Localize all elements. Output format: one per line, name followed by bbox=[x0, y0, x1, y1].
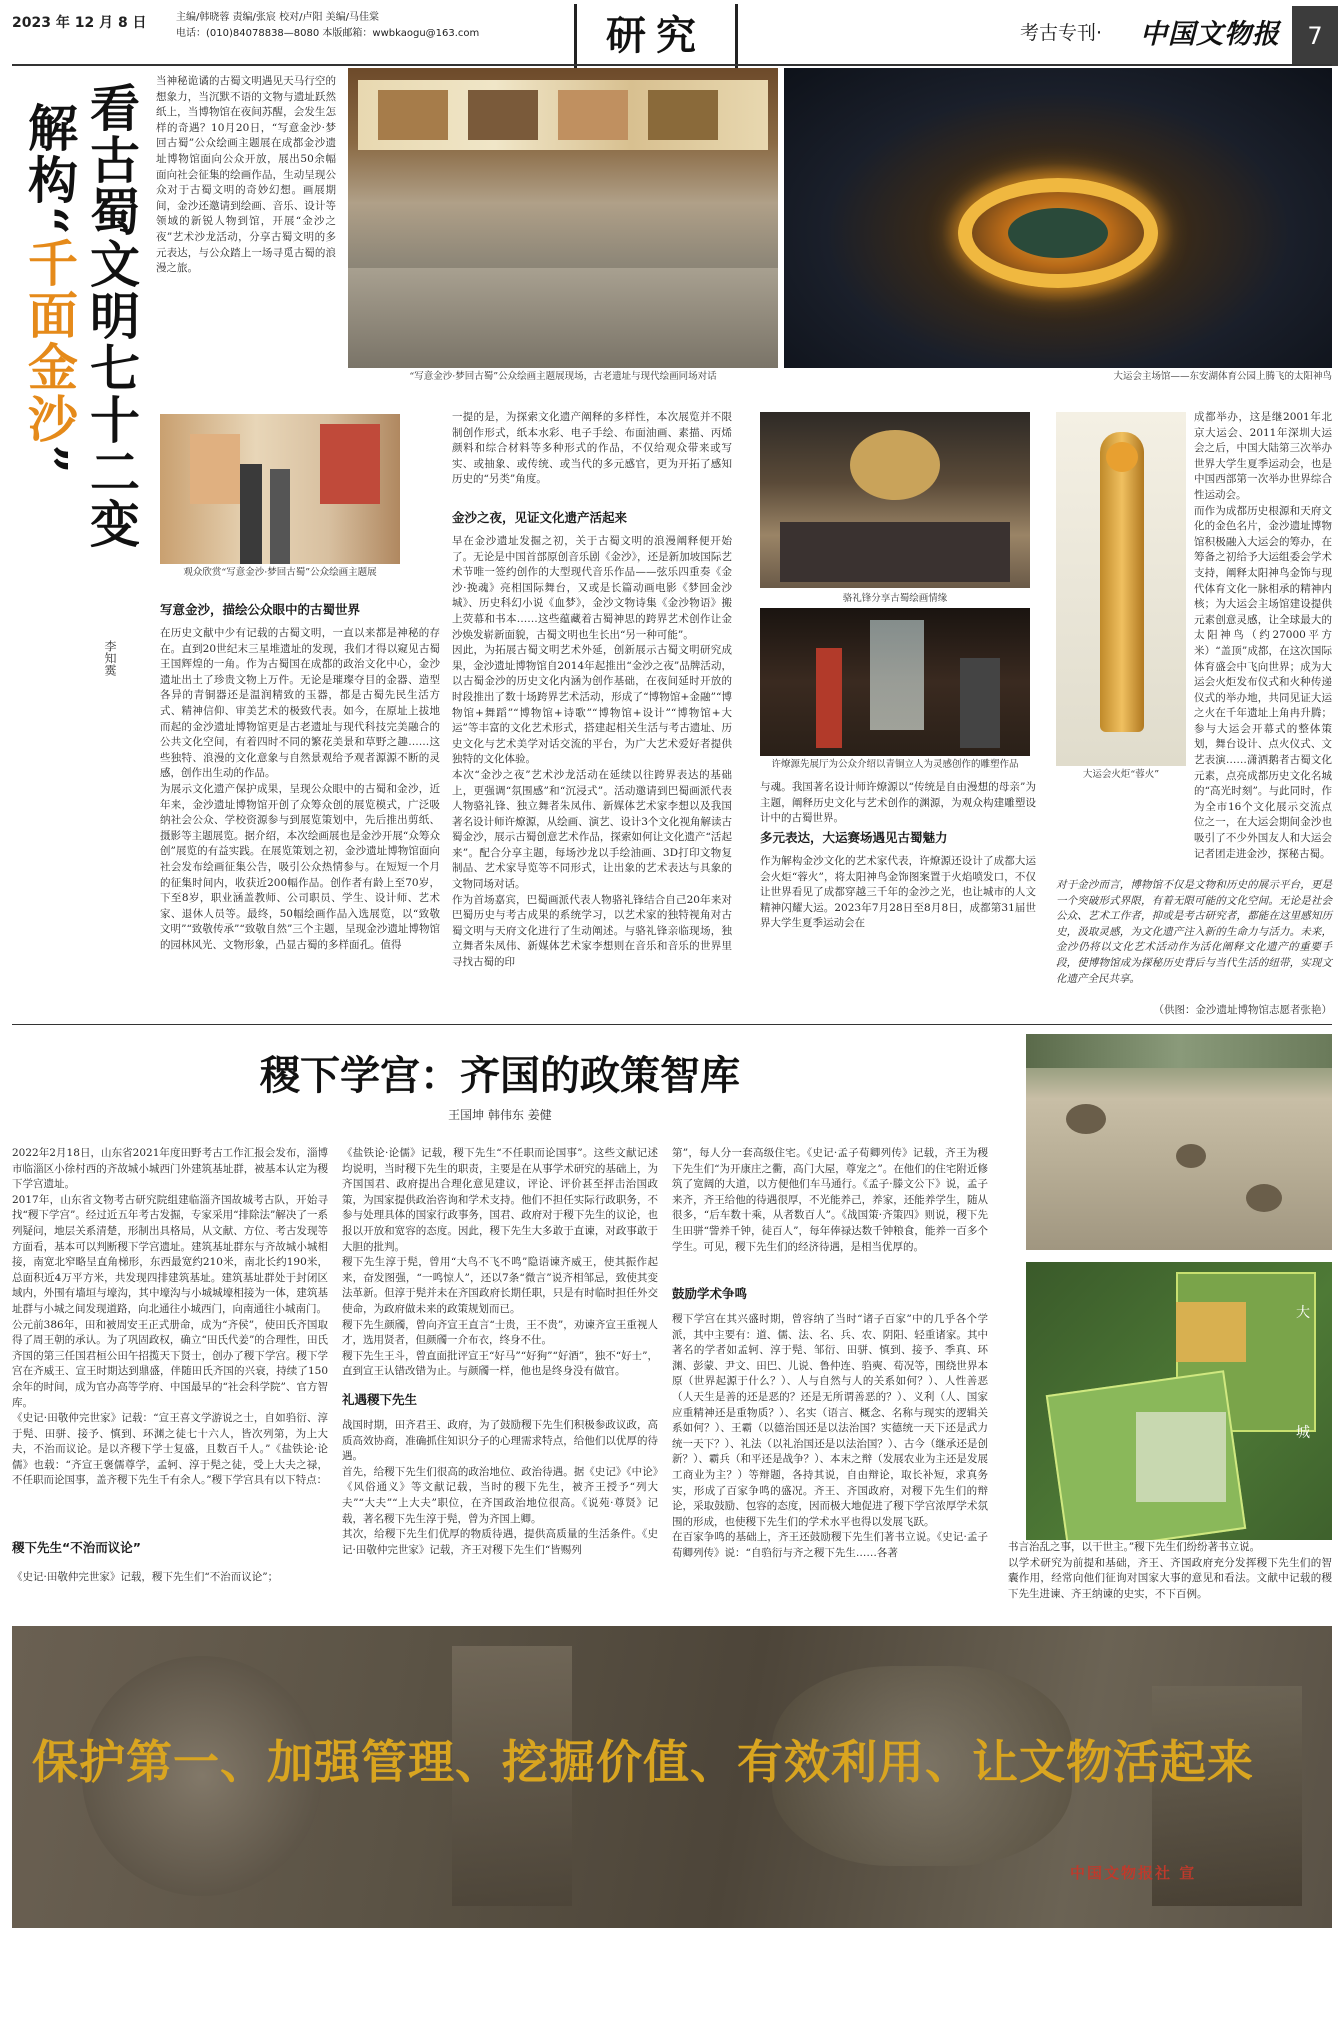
article1-subhead-3: 多元表达，大运赛场遇见古蜀魅力 bbox=[760, 830, 948, 845]
article1-body-5: 作为解构金沙文化的艺术家代表，许燎源还设计了成都大运会火炬“蓉火”，将太阳神鸟金饰图案置于火焰喷发口，不仅让世界看见了成都穿越三千年的金沙之光，也让城市的人文精神闪耀大运。2023年7月28日至8月8日，成都第31届世界大学生夏季运动会在 bbox=[760, 855, 1036, 930]
photo4-caption: 骆礼锋分享古蜀绘画情缘 bbox=[842, 593, 948, 604]
article1-photo-credit: （供图：金沙遗址博物馆志愿者张艳） bbox=[1153, 1004, 1332, 1016]
page-number: 7 bbox=[1292, 6, 1338, 66]
photo6-caption: 大运会火炬“蓉火” bbox=[1082, 769, 1160, 780]
torch-photo bbox=[1056, 412, 1186, 766]
article1-body-3: 早在金沙遗址发掘之初，关于古蜀文明的浪漫阐释便开始了。无论是中国首部原创音乐剧《金沙》，还是新加坡国际艺术节唯一签约创作的大型现代音乐作品——弦乐四重奏《金沙·挽魂》亮相国际舞台，又或是长篇动画电影《梦回金沙城》、历史科幻小说《血梦》，金沙文物诗集《金沙物语》搬上荧幕和书本……这些蕴藏着古蜀神思的跨界艺术创作让金沙焕发崭新面貌，古蜀文明也生长出“另一种可能”。 因此，为拓展古蜀文明艺术外延，创新展示古蜀文明研究成果，金沙遗址博物馆自2014年起推出“金沙之夜”品牌活动，以古蜀金沙的历史文化内涵为创作基础，在夜间延时开放的时段推出了数十场跨界艺术活动，形成了“博物馆+金融”“博物馆+舞蹈”“博物馆+诗歌”“博物馆+设计”“博物馆+大运”等丰富的文化艺术形式，搭建起相关生活与考古遗址、历史文化与艺术美学对话交流的平台，为广大艺术爱好者提供独特的文化体验。 本次“金沙之夜”艺术沙龙活动在延续以往跨界表达的基础上，更强调“氛围感”和“沉浸式”。活动邀请到巴蜀画派代表人物骆礼锋、独立舞者朱凤伟、新媒体艺术家李想以及我国著名设计师许燎源，从绘画、演艺、设计3个文化视角解读古蜀金沙，展示古蜀创意艺术作品，探索如何让文化遗产“活起来”。配合分享主题，每场沙龙以手绘油画、3D打印文物复制品、艺术家导览等不同形式，让出象的艺术表达与具象的文物同场对话。 作为首场嘉宾，巴蜀画派代表人物骆礼锋结合自己20年来对巴蜀历史与考古成果的系统学习，以艺术家的独特视角对古蜀文明与天府文化进行了生动阐述。与骆礼锋亲临现场，独立舞者朱凤伟、新媒体艺术家李想则在音乐和音乐的世界里寻找古蜀的印 bbox=[452, 535, 732, 969]
article1-headline-secondary bbox=[20, 102, 79, 522]
article1-subhead-1: 写意金沙，描绘公众眼中的古蜀世界 bbox=[160, 602, 361, 617]
credits-line-2: 电话：(010)84078838—8080 本版邮箱：wwbkaogu@163.com bbox=[176, 28, 480, 39]
stadium-night-photo bbox=[784, 68, 1332, 368]
article1-subhead-2: 金沙之夜，见证文化遗产活起来 bbox=[452, 510, 628, 525]
excavation-site-photo bbox=[1026, 1034, 1332, 1250]
photo1-caption: “写意金沙·梦回古蜀”公众绘画主题展现场，古老遗址与现代绘画同场对话 bbox=[409, 371, 717, 382]
article2-col2b: 战国时期，田齐君王、政府，为了鼓励稷下先生们积极参政议政，高质高效协商，准确抓住知识分子的心理需求特点，给他们以优厚的待遇。 首先，给稷下先生们很高的政治地位、政治待遇。据《史记》《中论》《风俗通义》等文献记载，当时的稷下先生，被齐王授予“列大夫”“大夫”“上大夫”职位，在齐国政治地位很高。《说苑·尊贤》记载，著名稷下先生淳于髡，曾为齐国上卿。 其次，给稷下先生们优厚的物质待遇，提供高质量的生活条件。《史记·田敬仲完世家》记载，齐王对稷下先生们“皆赐列 bbox=[342, 1419, 658, 1556]
article2-title: 稷下学宫：齐国的政策智库 bbox=[260, 1052, 740, 1099]
article1-body-6-top: 成都举办，这是继2001年北京大运会、2011年深圳大运会之后，中国大陆第三次举办世界大学生夏季运动会，也是中国西部第一次举办世界综合性运动会。 而作为成都历史根源和天府文化的金色名片，金沙遗址博物馆积极融入大运会的筹办，在筹备之初给予大运组委会学术支持，阐释太阳神鸟金饰与现代体育文化一脉相承的精神内核；为大运会主场馆建设提供元素创意灵感，让全球最大的太阳神鸟（约27000平方米）“盖顶”成都，在这次国际体育盛会中飞向世界；成为大运会火炬发布仪式和火种传递仪式的举办地，共同见证大运之火在千年遗址上角冉升腾；参与大运会开幕式的整体策划，舞台设计、点火仪式、文艺表演……潇洒鹅者古蜀文化元素，点亮成都历史文化名城的“高光时刻”。与此同时，作为全市16个文化展示交流点位之一，在大运会期间金沙也吸引了不少外国友人和大运会记者团走进金沙，探秘古蜀。 bbox=[1194, 411, 1332, 860]
article2-col3: 第”，每人分一套高级住宅。《史记·孟子荀卿列传》记载，齐王为稷下先生们“为开康庄之衢，高门大屋，尊宠之”。在他们的住宅附近修筑了宽阔的大道，以方便他们车马通行。《孟子·滕文公下》说，孟子来齐，齐王给他的待遇很厚，不光能养己，养家，还能养学生，随从很多，“后车数十乘，从者数百人”。《战国策·齐策四》则说，稷下先生田骈“訾养千钟，徒百人”，每年俸禄达数千钟粮食，能养一百多个学生。可见，稷下先生们的经济待遇，是相当优厚的。 bbox=[672, 1147, 988, 1253]
editorial-credits bbox=[176, 10, 479, 42]
headline-post: ” bbox=[20, 444, 79, 476]
article1-body-1: 在历史文献中少有记载的古蜀文明，一直以来都是神秘的存在。直到20世纪末三星堆遗址的发现，我们才得以窥见古蜀王国辉煌的一角。作为古蜀国在成都的政治文化中心，金沙遗址出土了珍贵文物上万件。无论是璀璨夺目的金器、造型各异的青铜器还是温润精致的玉器，都是古蜀先民生活方式、精神信仰、审美艺术的极致代表。如今，在原址上拔地而起的金沙遗址博物馆更是古老遗址与现代科技完美融合的公共文化空间，有着四时不同的繁花美景和草野之趣……这些独特、浪漫的文化意象与自然景观给予观者源源不断的灵感，创作出生动的作品。 为展示文化遗产保护成果，呈现公众眼中的古蜀和金沙，近年来，金沙遗址博物馆开创了众筹众创的展览模式，广泛吸纳社会公众、学校资源参与到展览策划中，先后推出剪纸、摄影等主题展览。据介绍，本次绘画展也是金沙开展“众筹众创”展览的有益实践。在展览策划之初，金沙遗址博物馆面向社会发布绘画征集公告，吸引公众热情参与。在短短一个月的征集时间内，收获近200幅作品。创作者有龄上至70岁，下至8岁，职业涵盖教师、公司职员、学生、设计师、艺术家、退休人员等。最终，50幅绘画作品入选展览，以“致敬文明”“致敬传承”“致敬自然”三个主题，呈现金沙遗址博物馆的园林风光、文物形象，凸显古蜀的多样面孔。值得 bbox=[160, 627, 440, 951]
designer-sculpture-photo bbox=[760, 608, 1030, 756]
article2-authors: 王国坤 韩伟东 姜健 bbox=[448, 1108, 552, 1122]
article2-subhead-3: 鼓励学术争鸣 bbox=[672, 1286, 748, 1301]
article2-subhead-2: 礼遇稷下先生 bbox=[342, 1392, 418, 1407]
visitors-photo bbox=[160, 414, 400, 564]
map-label-da: 大 bbox=[1296, 1305, 1310, 1321]
headline-highlight: 千面金沙 bbox=[20, 236, 79, 445]
article1-body-2: 一提的是，为探索文化遗产阐释的多样性，本次展览并不限制创作形式，纸本水彩、电子手绘、布面油画、素描、丙烯颜料和综合材料等多种形式的作品，不仅给观众带来或写实、或抽象、或传统、或当代的多元感官，更为开拓了感知历史的“另类”角度。 bbox=[452, 411, 732, 486]
article1-intro: 当神秘诡谲的古蜀文明遇见天马行空的想象力，当沉默不语的文物与遗址跃然纸上，当博物馆在夜间苏醒，会发生怎样的奇遇？10月20日，“写意金沙·梦回古蜀”公众绘画主题展在成都金沙遗址博物馆面向公众开放，展出50余幅面向社会征集的绘画作品，生动呈现公众对于古蜀文明的奇妙幻想。画展期间，金沙还邀请到绘画、音乐、设计等领域的新锐人物到馆，开展“金沙之夜”艺术沙龙活动，分享古蜀文明的多元表达，与公众踏上一场寻觅古蜀的浪漫之旅。 bbox=[156, 75, 336, 275]
headline-pre: 解构“ bbox=[20, 102, 79, 237]
newspaper-brand: 中国文物报 bbox=[1140, 19, 1280, 50]
photo5-caption: 许燎源先展厅为公众介绍以青铜立人为灵感创作的雕塑作品 bbox=[771, 759, 1019, 770]
issue-date: 2023 年 12 月 8 日 bbox=[12, 15, 147, 31]
exhibition-hall-photo bbox=[348, 68, 778, 368]
special-edition-label: 考古专刊· bbox=[1020, 22, 1103, 44]
publisher-notice: 中国文物报社 宣 bbox=[1070, 1864, 1197, 1882]
protection-slogan: 保护第一、加强管理、挖掘价值、有效利用、让文物活起来 bbox=[32, 1735, 1254, 1789]
photo2-caption: 大运会主场馆——东安湖体育公园上腾飞的太阳神鸟 bbox=[1113, 371, 1332, 382]
credits-line-1: 主编/韩晓蓉 责编/张宸 校对/卢阳 美编/马佳棠 bbox=[176, 12, 380, 23]
article1-headline bbox=[82, 82, 141, 622]
article1-body-4: 与魂。我国著名设计师许燎源以“传统是自由漫想的母亲”为主题，阐释历史文化与艺术创作的渊源，为观众构建雕塑设计中的古蜀世界。 bbox=[760, 781, 1036, 825]
article2-col1-tail: 《史记·田敬仲完世家》记载，稷下先生们“不治而议论”； bbox=[12, 1571, 279, 1583]
article-divider bbox=[12, 1024, 1332, 1025]
masthead-rule bbox=[12, 64, 1332, 66]
article2-col3b: 稷下学宫在其兴盛时期，曾容纳了当时“诸子百家”中的几乎各个学派，其中主要有：道、儒、法、名、兵、农、阴阳、轻重诸家。其中著名的学者如孟轲、淳于髡、邹衍、田骈、慎到、接予、季真、环渊、彭蒙、尹文、田巴、儿说、鲁仲连、驺奭、荀况等，围绕世界本原（世界起源于什么？）、人与自然与人的关系如何？）、人性善恶（人天生是善的还是恶的？还是无所谓善恶的？）、义利（人、国家应重精神还是重物质？）、名实（语言、概念、名称与现实的逻辑关系如何？）、王霸（以德治国还是以法治国？实德统一天下还是武力统一天下？）、礼法（以礼治国还是以法治国？）、古今（继承还是创新？）、霸兵（和平还是战争？）、本末之辩（发展农业为主还是发展工商业为主？）等辩题，各持其说，自由辩论，取长补短，求真务实，形成了百家争鸣的盛况。齐王、齐国政府，对稷下先生们的辩论，采取鼓励、包容的态度，因而极大地促进了稷下学宫浓厚学术氛围的形成，也使稷下先生们的学术水平也得以发展飞跃。 在百家争鸣的基础上，齐王还鼓励稷下先生们著书立说。《史记·孟子荀卿列传》说：“自驺衍与齐之稷下先生……各著 bbox=[672, 1313, 988, 1559]
article1-author: 李知霙 bbox=[103, 640, 117, 676]
headline-main-part1: 看古蜀文明七十二变 bbox=[82, 82, 141, 550]
article2-subhead-1: 稷下先生“不治而议论” bbox=[12, 1540, 141, 1555]
article2-col1: 2022年2月18日，山东省2021年度田野考古工作汇报会发布，淄博市临淄区小徐村西的齐故城小城西门外建筑基址群，被基本认定为稷下学宫遗址。 2017年，山东省文物考古研究院组建临淄齐国故城考古队，开始寻找“稷下学宫”。经过近五年考古发掘，专家采用“排除法”解决了一系列疑问，地层关系清楚，形制出具格局，从文献、方位、考古发现等方面看，基本可以判断稷下学宫遗址。建筑基址群东与齐故城小城相接，南宽北窄略呈直角梯形，东西最宽约210米，南北长约190米，总面积近4万平方米，共发现四排建筑基址。建筑基址群处于封闭区域内，外围有墙垣与壕沟，其中壕沟与小城城壕相接为一体，建筑基址群与小城之间发现道路，向北通往小城西门，向南通往小城南门。 公元前386年，田和被周安王正式册命，成为“齐侯”，使田氏齐国取得了周王朝的承认。为了巩固政权，确立“田氏代姜”的合理性，田氏齐国的第三任国君桓公田午招揽天下贤士，创办了稷下学宫。稷下学宫在齐威王、宣王时期达到鼎盛，伴随田氏齐国的兴衰，持续了150余年的时间，成为官办高等学府、中国最早的“社会科学院”、官方智库。 《史记·田敬仲完世家》记载：“宣王喜文学游说之士，自如驺衍、淳于髡、田骈、接予、慎到、环渊之徒七十六人，皆次列第，为上大夫，不治而议论。是以齐稷下学士复盛，且数百千人。”《盐铁论·论儒》也载：“齐宣王褒儒尊学，孟轲、淳于髡之徒，受上大夫之禄，不任职而论国事，盖齐稷下先生千有余人。”稷下学宫具有以下特点： bbox=[12, 1147, 328, 1487]
artist-sharing-photo bbox=[760, 412, 1030, 588]
map-label-cheng: 城 bbox=[1296, 1425, 1310, 1441]
article2-col4: 书言治乱之事，以干世主。”稷下先生们纷纷著书立说。 以学术研究为前提和基础，齐王、齐国政府充分发挥稷下先生们的智囊作用，经常向他们征询对国家大事的意见和看法。文献中记载的稷下先生进谏、齐王纳谏的史实，不下百例。 bbox=[1008, 1540, 1332, 1616]
article1-body-7: 对于金沙而言，博物馆不仅是文物和历史的展示平台，更是一个突破形式界限，有着无限可能的文化空间。无论是社会公众、艺术工作者，抑或是考古研究者，都能在这里感知历史，汲取灵感，为文化遗产注入新的生命力与活力。未来，金沙仍将以文化艺术活动作为活化阐释文化遗产的重要手段，使博物馆成为探秘历史背后与当代生活的纽带，实现文化遗产全民共享。 bbox=[1056, 879, 1332, 985]
article2-col2: 《盐铁论·论儒》记载，稷下先生“不任职而论国事”。这些文献记述均说明，当时稷下先生的职责，主要是在从事学术研究的基础上，为齐国国君、政府提出合理化意见建议，评论、评价甚至抨击治国政策，为国家提供政治咨询和学术支持。他们不担任实际行政职务，不参与处理具体的国家行政事务，国君、政府对于稷下先生的议论，也报以开放和宽容的态度。因此，稷下先生大多敢于直谏，对政事敢于大胆的批判。 稷下先生淳于髡，曾用“大鸟不飞不鸣”隐语谏齐威王，使其振作起来，奋发图强，“一鸣惊人”，还以7条“微言”说齐相邹忌，致使其变法革新。但淳于髡并未在齐国政府长期任职，只是有时临时担任外交使命，为政府做未来的政策规划而已。 稷下先生颜斶，曾向齐宣王直言“士贵，王不贵”，劝谏齐宣王重视人才，选用贤者，但颜斶一介布衣，终身不仕。 稷下先生王斗，曾直面批评宣王“好马”“好狗”“好酒”，独不“好士”，直到宣王认错改错为止。与颜斶一样，他也是终身没有做官。 bbox=[342, 1147, 658, 1378]
photo3-caption: 观众欣赏“写意金沙·梦回古蜀”公众绘画主题展 bbox=[183, 567, 377, 578]
section-title: 研究 bbox=[574, 4, 738, 68]
